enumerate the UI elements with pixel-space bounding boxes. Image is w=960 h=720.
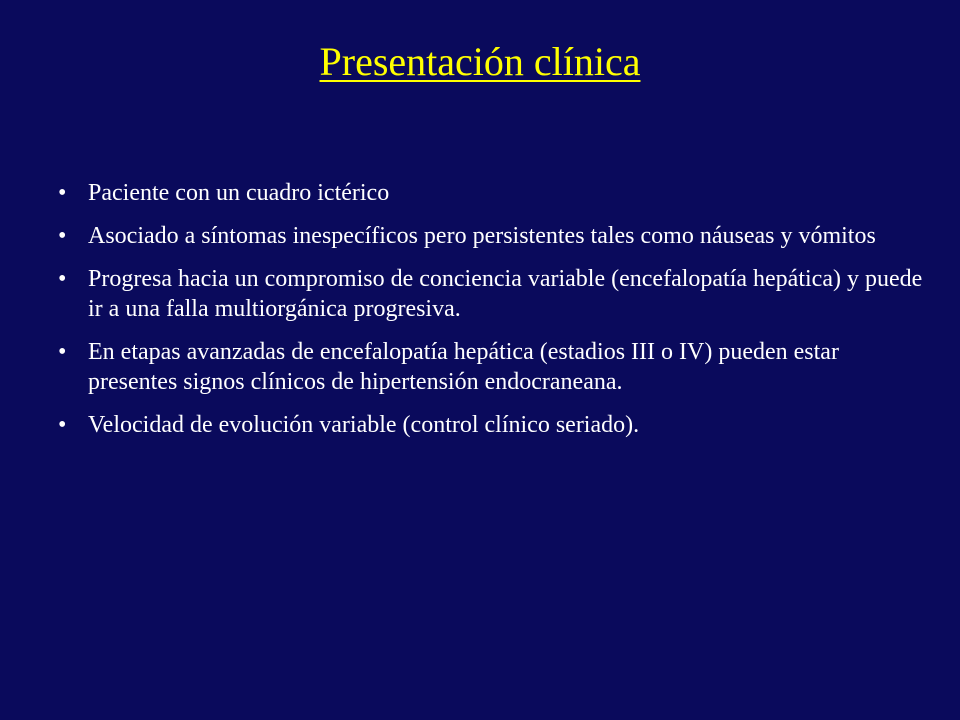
bullet-text: Velocidad de evolución variable (control clínico seriado). [88,412,640,438]
bullet-text: Asociado a síntomas inespecíficos pero persistentes tales como náuseas y vómitos [88,223,876,249]
bullet-text: Paciente con un cuadro ictérico [88,180,390,206]
bullet-list [58,178,928,453]
bullet-icon: • [58,180,67,206]
bullet-icon: • [58,412,67,438]
bullet-icon: • [58,223,67,249]
bullet-icon: • [58,266,67,292]
slide-title: Presentación clínica [319,39,641,84]
bullet-text: Progresa hacia un compromiso de conciencia variable (encefalopatía hepática) y puede ir a una falla multiorgánica progresiva. [88,266,923,322]
bullet-item [58,264,928,324]
bullet-icon: • [58,339,67,365]
bullet-text: En etapas avanzadas de encefalopatía hepática (estadios III o IV) pueden estar presentes signos clínicos de hipertensión endocraneana. [88,339,839,395]
bullet-item [58,221,928,251]
bullet-item [58,337,928,397]
bullet-item [58,410,928,440]
bullet-item [58,178,928,208]
